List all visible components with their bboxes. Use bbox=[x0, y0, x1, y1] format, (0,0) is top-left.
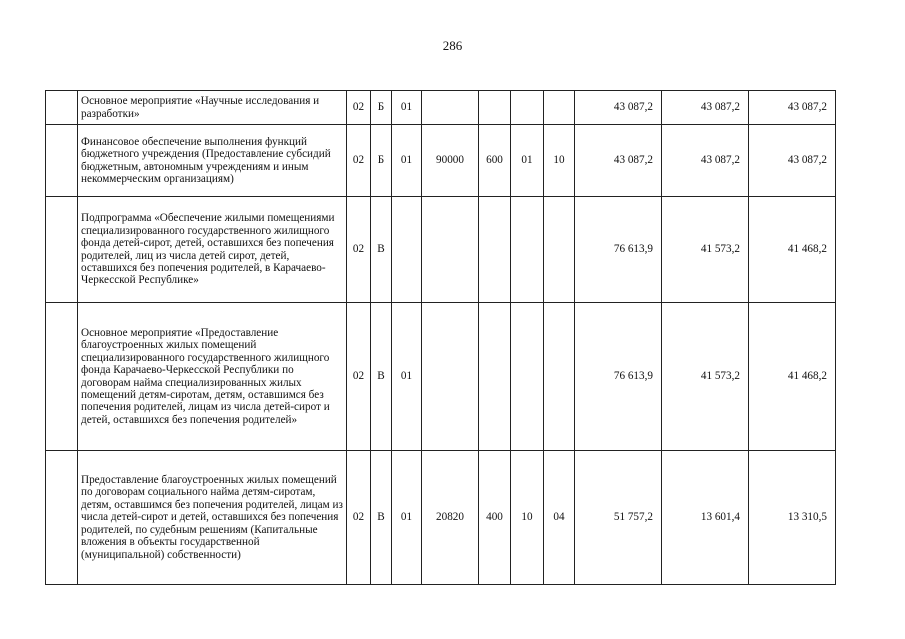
program-code-cell: 02 bbox=[347, 451, 371, 585]
row-index-cell bbox=[46, 125, 78, 197]
direction-code-cell: 90000 bbox=[422, 125, 479, 197]
subsection-code-cell: 04 bbox=[544, 451, 575, 585]
expense-type-cell bbox=[479, 197, 511, 303]
subprogram-code-cell: Б bbox=[371, 125, 392, 197]
section-code-cell: 01 bbox=[511, 125, 544, 197]
table-row bbox=[46, 451, 836, 585]
amount-year2-cell: 43 087,2 bbox=[662, 91, 749, 125]
subprogram-code-cell: В bbox=[371, 197, 392, 303]
activity-code-cell: 01 bbox=[392, 451, 422, 585]
amount-year1-cell: 43 087,2 bbox=[575, 91, 662, 125]
amount-year1-cell: 76 613,9 bbox=[575, 197, 662, 303]
expense-type-cell: 600 bbox=[479, 125, 511, 197]
table-row bbox=[46, 197, 836, 303]
page-number: 286 bbox=[442, 38, 463, 53]
row-index-cell bbox=[46, 197, 78, 303]
activity-code-cell bbox=[392, 197, 422, 303]
row-name-cell: Предоставление благоустроенных жилых помещений по договорам социального найма детям-сиротам, детям, оставшимся без попечения родителей, лицам из числа детей-сирот и детей, оставшихся без попечения родителей, по судебным решениям (Капитальные вложения в объекты государственной (муниципальной) собственности) bbox=[78, 451, 347, 585]
row-name-cell: Основное мероприятие «Научные исследования и разработки» bbox=[78, 91, 347, 125]
row-name-cell: Финансовое обеспечение выполнения функций бюджетного учреждения (Предоставление субсидий бюджетным, автономным учреждениям и иным некоммерческим организациям) bbox=[78, 125, 347, 197]
amount-year3-cell: 41 468,2 bbox=[749, 303, 836, 451]
row-index-cell bbox=[46, 303, 78, 451]
row-index-cell bbox=[46, 451, 78, 585]
program-code-cell: 02 bbox=[347, 303, 371, 451]
direction-code-cell bbox=[422, 197, 479, 303]
activity-code-cell: 01 bbox=[392, 303, 422, 451]
row-name-cell: Основное мероприятие «Предоставление благоустроенных жилых помещений специализированного государственного жилищного фонда Карачаево-Черкесской Республики по договорам найма специализированных жилых помещений детям-сиротам, детям, оставшимся без попечения родителей, лицам из числа детей-сирот и детей, оставшихся без попечения родителей» bbox=[78, 303, 347, 451]
budget-table bbox=[45, 90, 836, 585]
program-code-cell: 02 bbox=[347, 125, 371, 197]
section-code-cell bbox=[511, 303, 544, 451]
table-row bbox=[46, 91, 836, 125]
subprogram-code-cell: В bbox=[371, 451, 392, 585]
program-code-cell: 02 bbox=[347, 91, 371, 125]
subsection-code-cell bbox=[544, 303, 575, 451]
subsection-code-cell bbox=[544, 91, 575, 125]
amount-year2-cell: 41 573,2 bbox=[662, 197, 749, 303]
table-row bbox=[46, 125, 836, 197]
amount-year1-cell: 51 757,2 bbox=[575, 451, 662, 585]
section-code-cell: 10 bbox=[511, 451, 544, 585]
expense-type-cell bbox=[479, 303, 511, 451]
direction-code-cell bbox=[422, 303, 479, 451]
subprogram-code-cell: В bbox=[371, 303, 392, 451]
row-name-cell: Подпрограмма «Обеспечение жилыми помещениями специализированного государственного жилищного фонда детей-сирот, детей, оставшихся без попечения родителей, лиц из числа детей сирот, детей, оставшихся без попечения родителей, в Карачаево-Черкесской Республике» bbox=[78, 197, 347, 303]
amount-year3-cell: 43 087,2 bbox=[749, 91, 836, 125]
amount-year1-cell: 76 613,9 bbox=[575, 303, 662, 451]
subsection-code-cell bbox=[544, 197, 575, 303]
expense-type-cell: 400 bbox=[479, 451, 511, 585]
direction-code-cell bbox=[422, 91, 479, 125]
activity-code-cell: 01 bbox=[392, 125, 422, 197]
direction-code-cell: 20820 bbox=[422, 451, 479, 585]
program-code-cell: 02 bbox=[347, 197, 371, 303]
activity-code-cell: 01 bbox=[392, 91, 422, 125]
amount-year2-cell: 41 573,2 bbox=[662, 303, 749, 451]
amount-year3-cell: 43 087,2 bbox=[749, 125, 836, 197]
section-code-cell bbox=[511, 197, 544, 303]
amount-year2-cell: 13 601,4 bbox=[662, 451, 749, 585]
table-row bbox=[46, 303, 836, 451]
amount-year3-cell: 13 310,5 bbox=[749, 451, 836, 585]
expense-type-cell bbox=[479, 91, 511, 125]
subprogram-code-cell: Б bbox=[371, 91, 392, 125]
row-index-cell bbox=[46, 91, 78, 125]
section-code-cell bbox=[511, 91, 544, 125]
amount-year2-cell: 43 087,2 bbox=[662, 125, 749, 197]
amount-year1-cell: 43 087,2 bbox=[575, 125, 662, 197]
amount-year3-cell: 41 468,2 bbox=[749, 197, 836, 303]
subsection-code-cell: 10 bbox=[544, 125, 575, 197]
